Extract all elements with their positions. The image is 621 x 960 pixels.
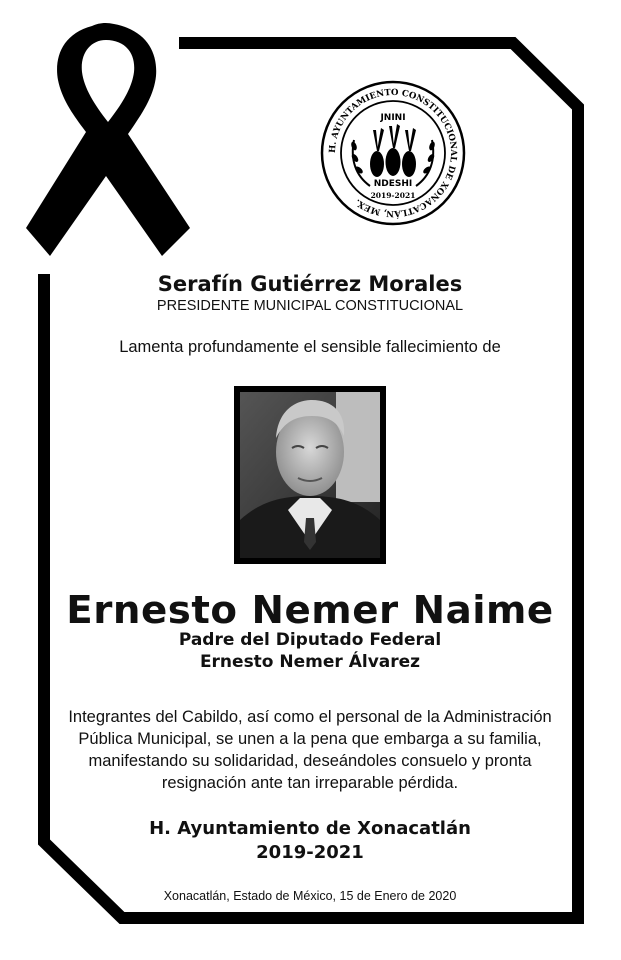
svg-text:H. AYUNTAMIENTO CONSTITUCIONAL: H. AYUNTAMIENTO CONSTITUCIONAL DE XONACATLÁN, MEX. xyxy=(327,87,459,219)
president-title: PRESIDENTE MUNICIPAL CONSTITUCIONAL xyxy=(156,298,464,314)
signature-organization: H. Ayuntamiento de Xonacatlán xyxy=(149,818,471,839)
portrait-photo xyxy=(234,386,386,564)
signature-period: 2019-2021 xyxy=(256,842,364,863)
deceased-name: Ernesto Nemer Naime xyxy=(66,588,554,632)
condolence-message: Integrantes del Cabildo, así como el personal de la Administración Pública Municipal, se unen a la pena que embarga a su familia, manifestando su solidaridad, deseándoles consuelo y pronta resignación ante tan irreparable pérdida. xyxy=(68,708,552,792)
place-date: Xonacatlán, Estado de México, 15 de Enero de 2020 xyxy=(163,889,457,903)
svg-text:NDESHI: NDESHI xyxy=(373,179,413,189)
municipal-seal-logo xyxy=(320,80,466,226)
svg-text:2019-2021: 2019-2021 xyxy=(370,191,416,200)
lament-line: Lamenta profundamente el sensible fallecimiento de xyxy=(119,338,501,356)
mourning-ribbon-icon xyxy=(14,16,198,262)
president-name: Serafín Gutiérrez Morales xyxy=(157,272,463,296)
svg-text:JNINI: JNINI xyxy=(380,113,406,123)
relation-line-1: Padre del Diputado Federal xyxy=(178,630,442,650)
relation-line-2: Ernesto Nemer Álvarez xyxy=(199,652,421,672)
